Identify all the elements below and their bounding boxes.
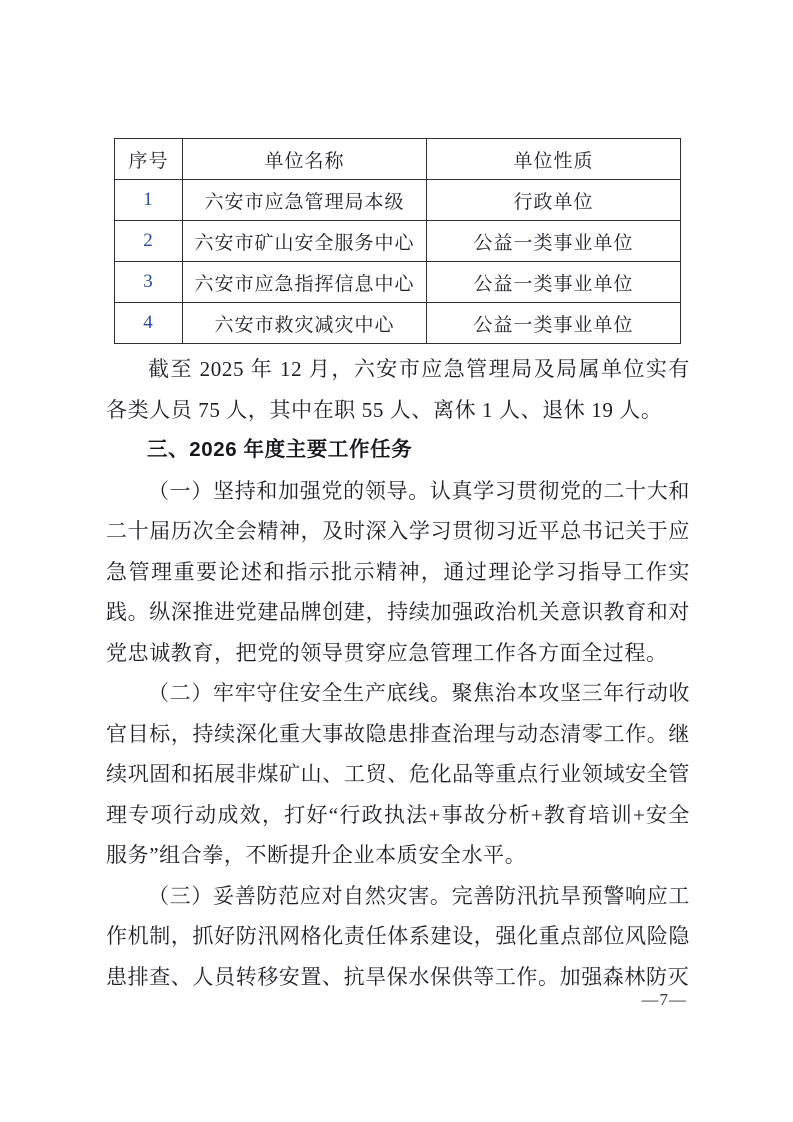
units-table	[114, 138, 681, 344]
paragraph-work-safety: （二）牢牢守住安全生产底线。聚焦治本攻坚三年行动收官目标，持续深化重大事故隐患排查治理与动态清零工作。继续巩固和拓展非煤矿山、工贸、危化品等重点行业领域安全管理专项行动成效，打好“行政执法+事故分析+教育培训+安全服务”组合拳，不断提升企业本质安全水平。	[106, 681, 690, 867]
document-body	[106, 349, 690, 997]
cell-unit-name: 六安市救灾减灾中心	[183, 303, 427, 344]
cell-row-no: 2	[115, 221, 183, 262]
table-row	[115, 180, 681, 221]
page-number: —7—	[641, 990, 687, 1009]
table-row	[115, 221, 681, 262]
cell-unit-name: 六安市应急指挥信息中心	[183, 262, 427, 303]
cell-row-no: 4	[115, 303, 183, 344]
cell-row-no: 3	[115, 262, 183, 303]
cell-unit-name: 六安市应急管理局本级	[183, 180, 427, 221]
section-heading-2026-tasks: 三、2026 年度主要工作任务	[147, 438, 413, 461]
table-header-nature: 单位性质	[427, 139, 681, 180]
paragraph-staffing-summary: 截至 2025 年 12 月，六安市应急管理局及局属单位实有各类人员 75 人，其中在职 55 人、离休 1 人、退休 19 人。	[106, 357, 690, 422]
table-header-no: 序号	[115, 139, 183, 180]
cell-unit-nature: 公益一类事业单位	[427, 221, 681, 262]
cell-unit-name: 六安市矿山安全服务中心	[183, 221, 427, 262]
cell-unit-nature: 公益一类事业单位	[427, 303, 681, 344]
paragraph-party-leadership: （一）坚持和加强党的领导。认真学习贯彻党的二十大和二十届历次全会精神，及时深入学习贯彻习近平总书记关于应急管理重要论述和指示批示精神，通过理论学习指导工作实践。纵深推进党建品牌创建，持续加强政治机关意识教育和对党忠诚教育，把党的领导贯穿应急管理工作各方面全过程。	[106, 478, 690, 665]
table-header-row	[115, 139, 681, 180]
table-header-name: 单位名称	[183, 139, 427, 180]
table-row	[115, 262, 681, 303]
table-row	[115, 303, 681, 344]
cell-row-no: 1	[115, 180, 183, 221]
cell-unit-nature: 行政单位	[427, 180, 681, 221]
cell-unit-nature: 公益一类事业单位	[427, 262, 681, 303]
paragraph-natural-disasters: （三）妥善防范应对自然灾害。完善防汛抗旱预警响应工作机制，抓好防汛网格化责任体系建设，强化重点部位风险隐患排查、人员转移安置、抗旱保水保供等工作。加强森林防灭	[106, 883, 690, 989]
